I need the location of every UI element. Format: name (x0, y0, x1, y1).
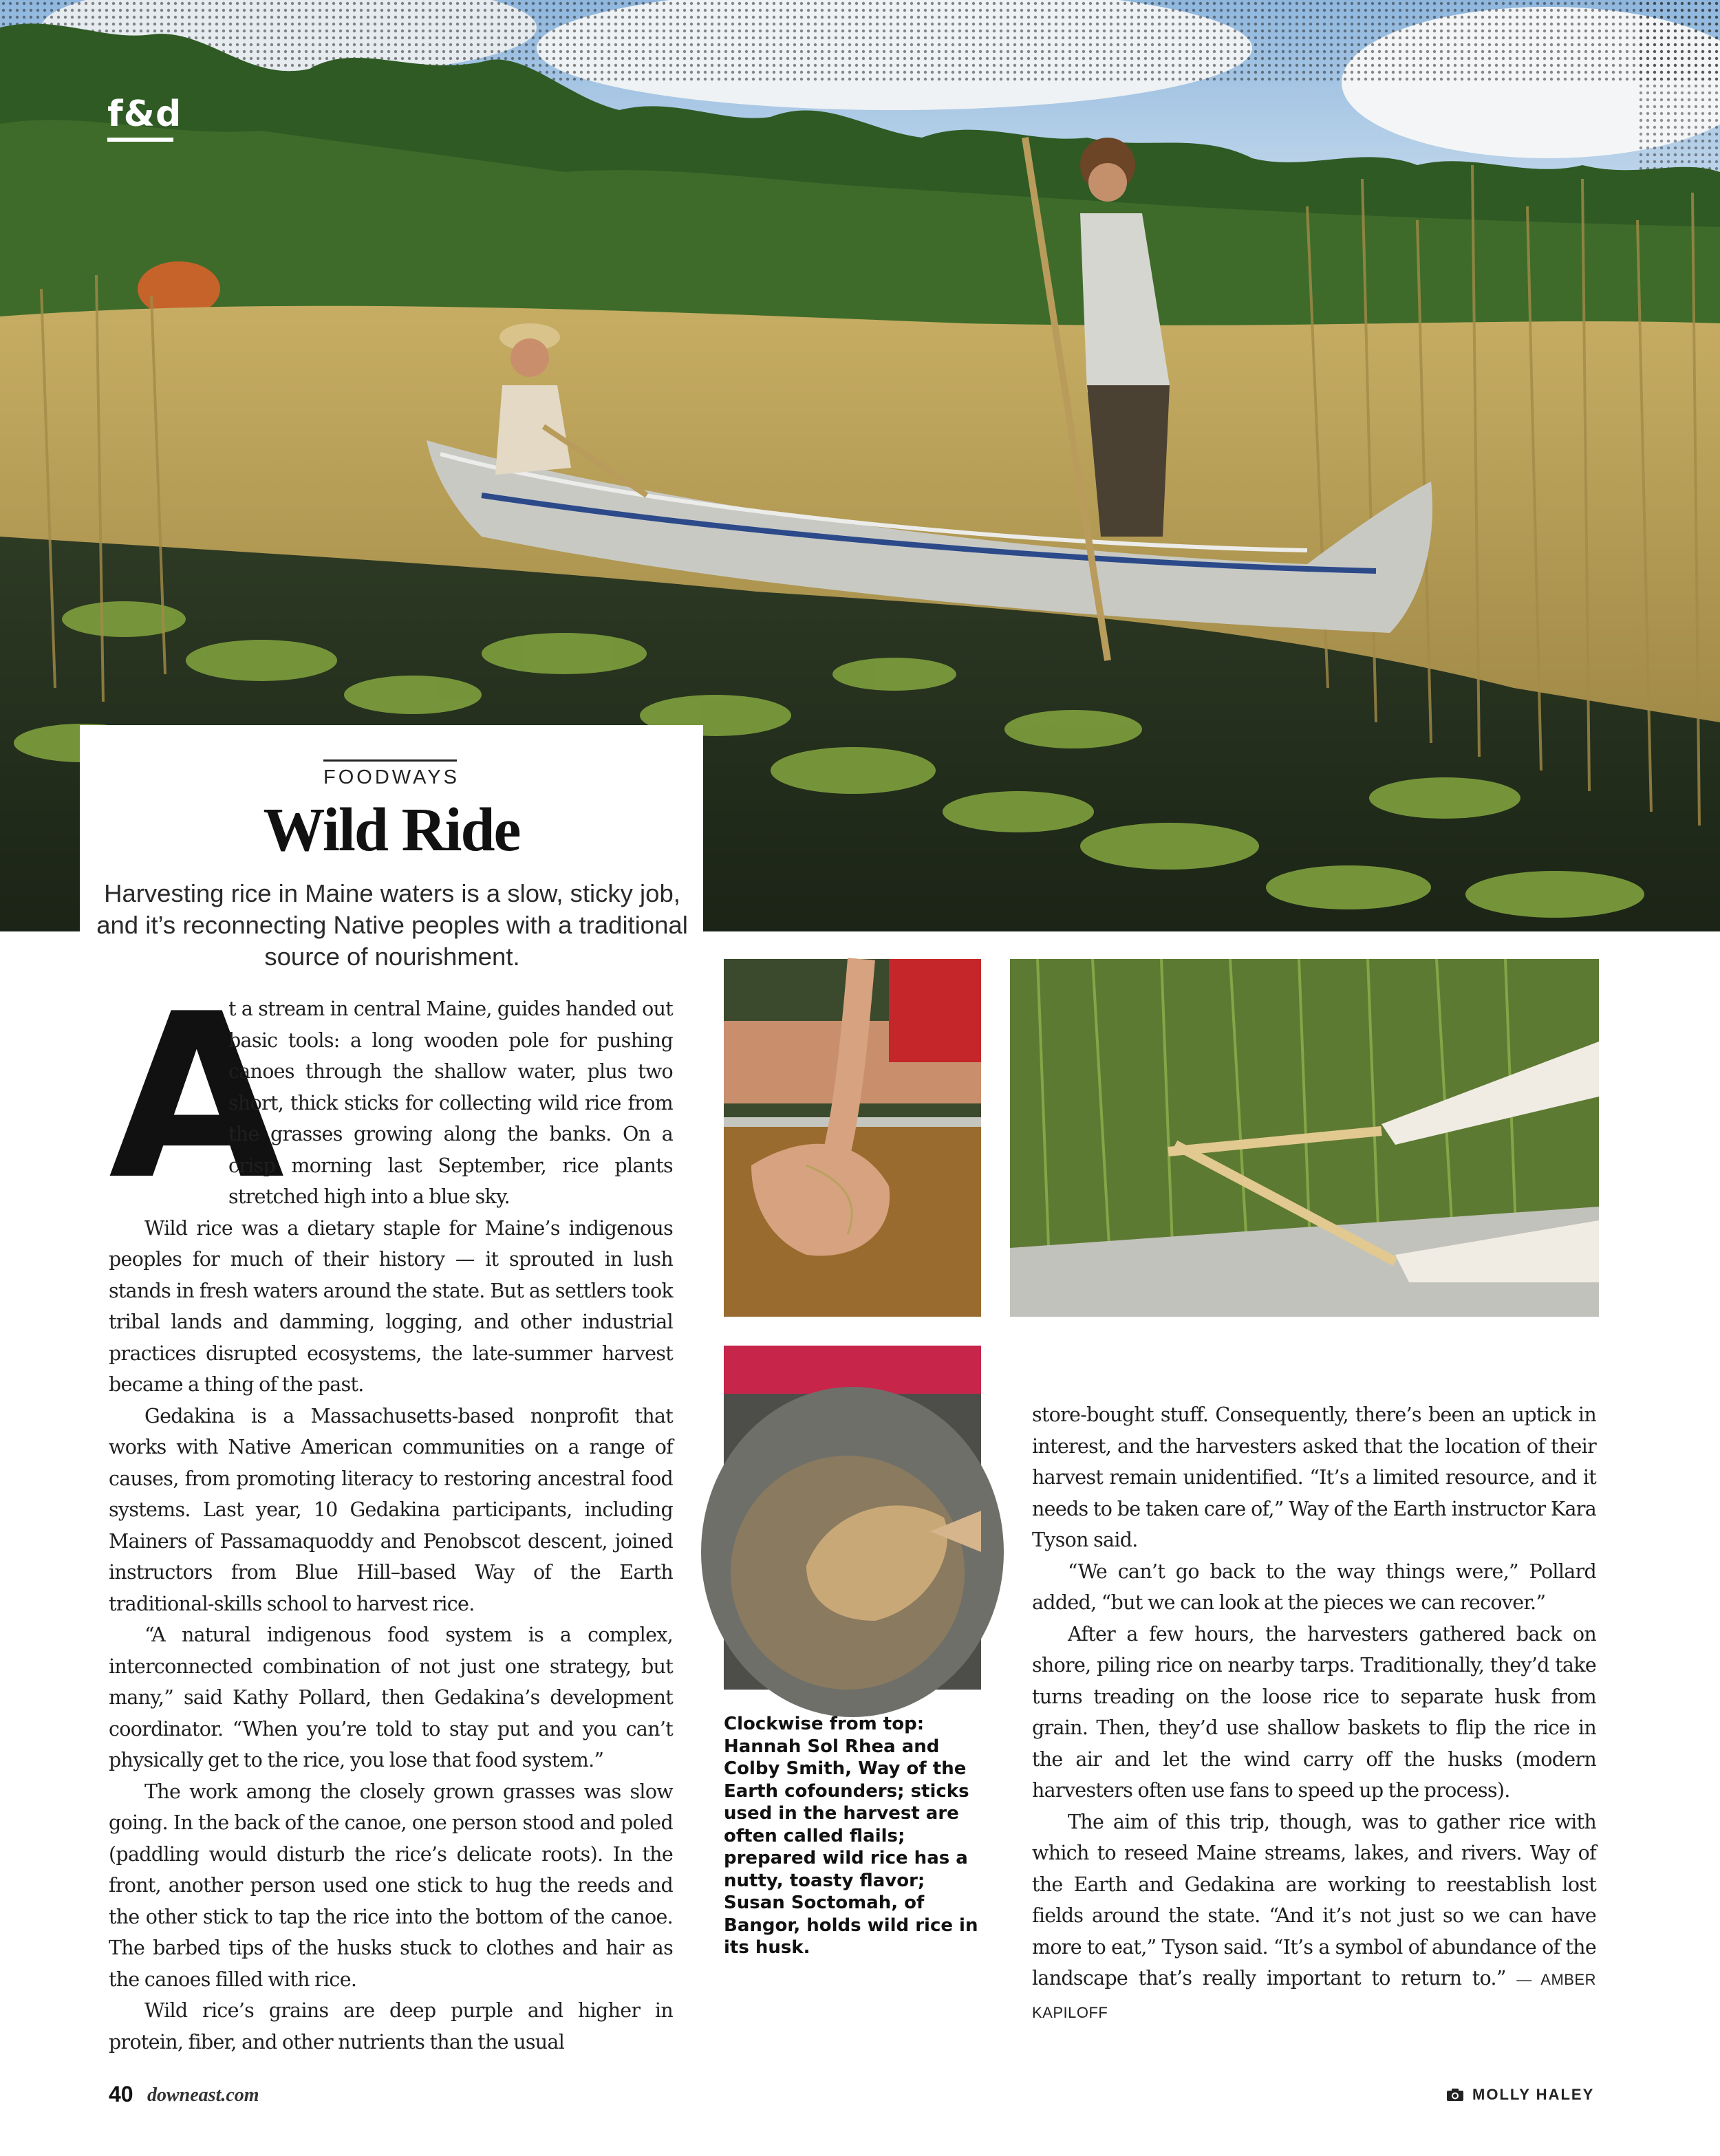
body-paragraph: The aim of this trip, though, was to gather rice with which to reseed Maine streams, lakes, and rivers. Way of the Earth and Gedakina are working to reestablish lost fields around the state. “And it’s not just so we can have more to eat,” Tyson said. “It’s a symbol of abundance of the landscape that’s really important to return to.” — AMBER KAPILOFF (1032, 1810, 1596, 2021)
photo-prepared-wild-rice (724, 1346, 981, 1690)
body-paragraph: After a few hours, the harvesters gathered back on shore, piling rice on nearby tarps. Traditionally, they’d take turns treading on the loose rice to separate husk from grain. Then, they’d use shallow baskets to flip the rice in the air and let the wind carry off the husks (modern harvesters often use fans to speed up the process). (1032, 1622, 1596, 1802)
headline: Wild Ride (263, 796, 520, 864)
photo-caption: Clockwise from top: Hannah Sol Rhea and Colby Smith, Way of the Earth cofounders; sticks used in the harvest are often called flails; prepared wild rice has a nutty, toasty flavor; Susan Soctomah, of Bangor, holds wild rice in its husk. (724, 1714, 978, 1958)
magazine-section-logo: f&d (107, 94, 182, 135)
body-paragraph: Gedakina is a Massachusetts-based nonprofit that works with Native American communities on a range of causes, from promoting literacy to restoring ancestral food systems. Last year, 10 Gedakina participants, including Mainers of Passamaquoddy and Penobscot descent, joined instructors from Blue Hill–based Way of the Earth traditional-skills school to harvest rice. (109, 1404, 673, 1615)
body-paragraph: “A natural indigenous food system is a complex, interconnected combination of not just one strategy, but many,” said Kathy Pollard, then Gedakina’s development coordinator. “When you’re told to stay put and you can’t physically get to the rice, you lose that food system.” (109, 1624, 673, 1771)
section-rule (323, 759, 457, 762)
author-signoff: — AMBER KAPILOFF (1032, 1971, 1596, 2021)
page-number: 40 (109, 2082, 133, 2106)
body-paragraph: Wild rice was a dietary staple for Maine’s indigenous peoples for much of their history — it sprouted in lush stands in fresh waters around the state. But as settlers took tribal lands and damming, logging, and other industrial practices disrupted ecosystems, the late-summer harvest became a thing of the past. (109, 1216, 673, 1396)
body-paragraph: A t a stream in central Maine, guides handed out basic tools: a long wooden pole for pushing canoes through the shallow water, plus two short, thick sticks for collecting wild rice from the grasses growing along the banks. On a crisp morning last September, rice plants stretched high into a blue sky. (109, 965, 673, 1229)
body-paragraph: store-bought stuff. Consequently, there’s been an uptick in interest, and the harvesters asked that the location of their harvest remain unidentified. “It’s a limited resource, and it needs to be taken care of,” Way of the Earth instructor Kara Tyson said. (1032, 1403, 1596, 1551)
body-column-left (109, 965, 673, 2058)
photo-credit-name: MOLLY HALEY (1472, 2086, 1595, 2103)
body-paragraph: “We can’t go back to the way things were,” Pollard added, “but we can look at the pieces we can recover.” (1032, 1560, 1596, 1614)
photo-credit (1446, 2086, 1594, 2104)
body-paragraph: The work among the closely grown grasses was slow going. In the back of the canoe, one person stood and poled (paddling would disturb the rice’s delicate roots). In the front, another person used one stick to hug the reeds and the other stick to tap the rice into the bottom of the canoe. The barbed tips of the husks stuck to clothes and hair as the canoes filled with rice. (109, 1780, 673, 1991)
body-paragraph: Wild rice’s grains are deep purple and higher in protein, fiber, and other nutrients than the usual (109, 1999, 673, 2053)
body-column-right (1032, 1399, 1596, 2028)
site-url: downeast.com (147, 2084, 259, 2106)
camera-icon (1446, 2088, 1464, 2102)
drop-cap: A (109, 965, 278, 1229)
photo-hands-holding-rice (724, 959, 981, 1317)
section-label: FOODWAYS (323, 766, 460, 788)
logo-underline (107, 138, 173, 142)
dek: Harvesting rice in Maine waters is a slow, sticky job, and it’s reconnecting Native peoples with a traditional source of nourishment. (96, 879, 688, 971)
photo-flail-sticks (1010, 959, 1599, 1317)
